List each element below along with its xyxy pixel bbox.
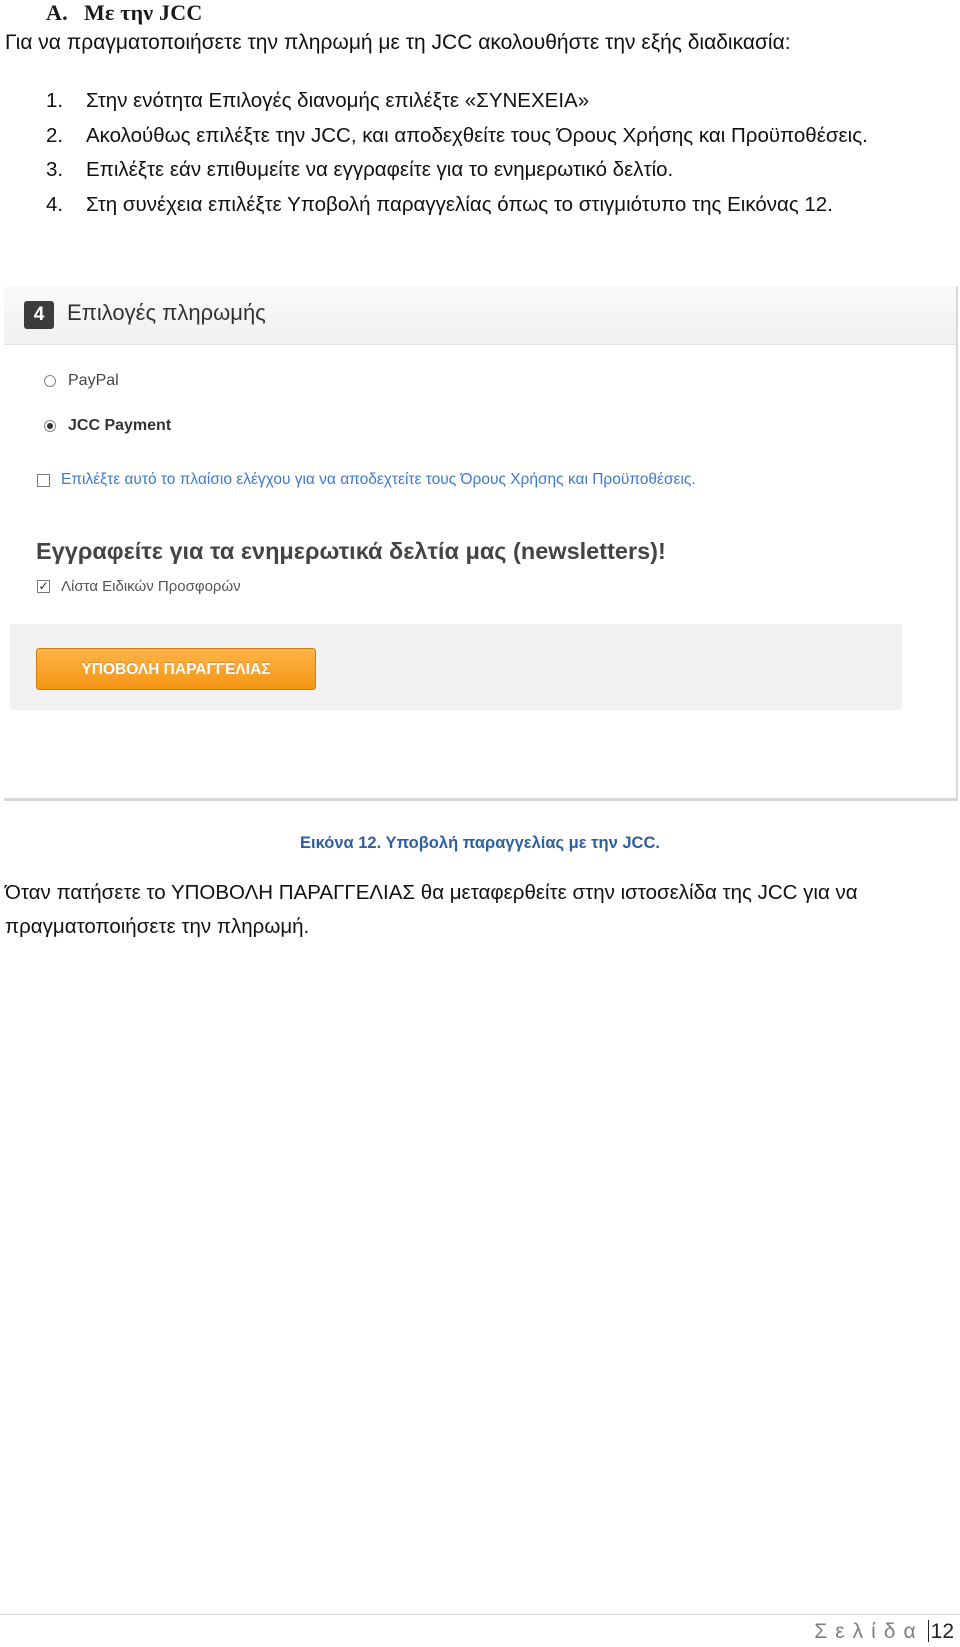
terms-checkbox[interactable] xyxy=(37,474,50,487)
paypal-option[interactable] xyxy=(44,372,119,390)
paypal-label: PayPal xyxy=(68,372,119,389)
payment-options-header xyxy=(4,286,956,345)
step-badge: 4 xyxy=(24,301,54,329)
page-footer xyxy=(814,1620,954,1644)
step-number: 4. xyxy=(46,192,64,216)
newsletter-title: Εγγραφείτε για τα ενημερωτικά δελτία μας (newsletters)! xyxy=(36,538,666,564)
list-item xyxy=(0,84,950,119)
list-item xyxy=(0,153,950,188)
intro-paragraph: Για να πραγματοποιήσετε την πληρωμή με τη JCC ακολουθήστε την εξής διαδικασία: xyxy=(5,31,791,54)
terms-label[interactable]: Επιλέξτε αυτό το πλαίσιο ελέγχου για να αποδεχτείτε τους Όρους Χρήσης και Προϋποθέσεις. xyxy=(61,471,696,488)
step-number: 3. xyxy=(46,158,64,181)
terms-row[interactable] xyxy=(37,471,696,489)
submit-panel xyxy=(10,624,902,710)
section-title: Με την JCC xyxy=(84,0,203,25)
special-offers-label: Λίστα Ειδικών Προσφορών xyxy=(61,578,241,595)
steps-list xyxy=(0,84,950,222)
list-item xyxy=(0,188,950,223)
step-text: Στην ενότητα Επιλογές διανομής επιλέξτε «ΣΥΝΕΧΕΙΑ» xyxy=(86,89,590,112)
jcc-payment-option[interactable] xyxy=(44,417,171,435)
paypal-radio[interactable] xyxy=(44,375,56,387)
step-number: 2. xyxy=(46,123,64,147)
step-text: Ακολούθως επιλέξτε την JCC, και αποδεχθείτε τους Όρους Χρήσης και Προϋποθέσεις. xyxy=(86,123,868,147)
payment-options-screenshot xyxy=(4,286,958,801)
list-item xyxy=(0,119,950,154)
step-text: Επιλέξτε εάν επιθυμείτε να εγγραφείτε για το ενημερωτικό δελτίο. xyxy=(86,158,674,181)
footer-separator xyxy=(928,1620,929,1642)
payment-options-title: Επιλογές πληρωμής xyxy=(67,300,266,325)
footer-divider xyxy=(0,1614,960,1615)
jcc-payment-radio[interactable] xyxy=(44,420,56,432)
special-offers-row[interactable] xyxy=(37,578,241,595)
special-offers-checkbox[interactable]: ✓ xyxy=(38,579,49,593)
step-text: Στη συνέχεια επιλέξτε Υποβολή παραγγελίας όπως το στιγμιότυπο της Εικόνας 12. xyxy=(86,192,833,216)
section-letter: A. xyxy=(46,0,68,25)
submit-order-button[interactable]: ΥΠΟΒΟΛΗ ΠΑΡΑΓΓΕΛΙΑΣ xyxy=(36,648,316,690)
body-paragraph: Όταν πατήσετε το ΥΠΟΒΟΛΗ ΠΑΡΑΓΓΕΛΙΑΣ θα μεταφερθείτε στην ιστοσελίδα της JCC για να πραγματοποιήσετε την πληρωμή. xyxy=(5,881,858,938)
step-number: 1. xyxy=(46,89,64,112)
page-number: 12 xyxy=(930,1620,954,1643)
section-heading xyxy=(46,0,202,26)
jcc-payment-label: JCC Payment xyxy=(68,417,172,434)
page-label: Σελίδα xyxy=(814,1620,924,1643)
figure-caption: Εικόνα 12. Υποβολή παραγγελίας με την JCC. xyxy=(300,834,660,852)
